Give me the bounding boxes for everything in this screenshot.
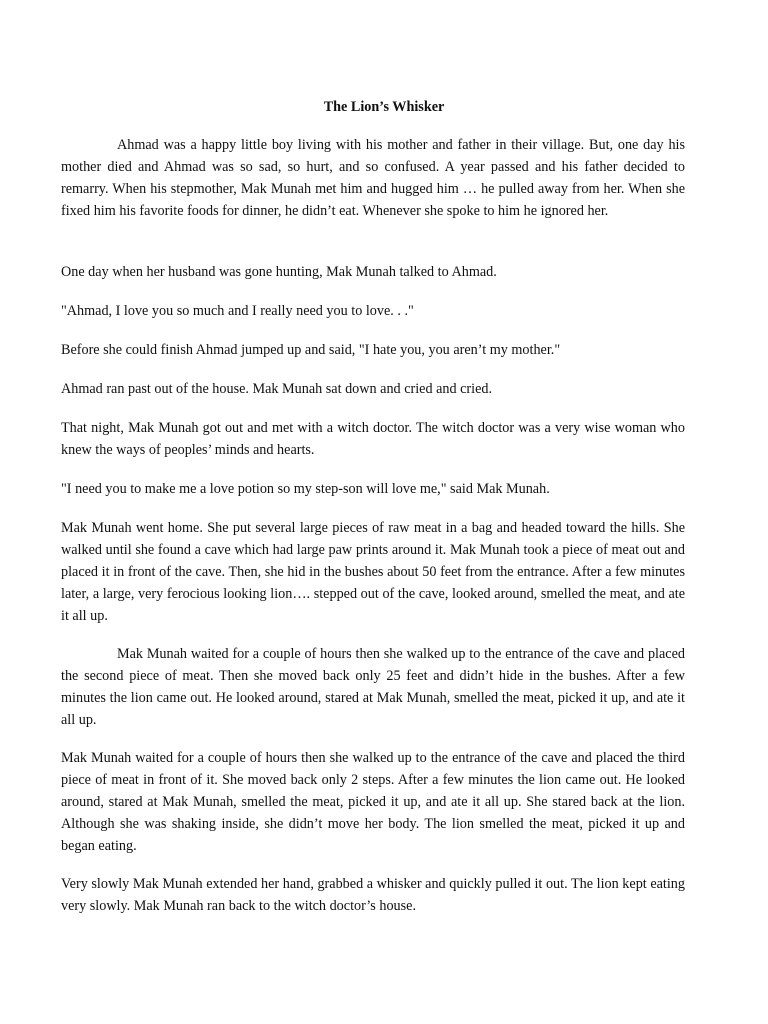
paragraph-9: Mak Munah waited for a couple of hours then she walked up to the entrance of the cave and placed the second piece of meat. Then she moved back only 25 feet and didn’t hide in the bushes. After a few minutes the lion came out. He looked around, stared at Mak Munah, smelled the meat, picked it up, and ate it all up.	[61, 646, 685, 728]
paragraph-7: "I need you to make me a love potion so my step-son will love me," said Mak Munah.	[61, 481, 550, 497]
story-title: The Lion’s Whisker	[323, 99, 445, 115]
paragraph-8: Mak Munah went home. She put several large pieces of raw meat in a bag and headed toward the hills. She walked until she found a cave which had large paw prints around it. Mak Munah took a piece of meat out and placed it in front of the cave. Then, she hid in the bushes about 50 feet from the entrance. After a few minutes later, a large, very ferocious looking lion…. stepped out of the cave, looked around, smelled the meat, and ate it all up.	[61, 520, 685, 624]
paragraph-1: Ahmad was a happy little boy living with his mother and father in their village. But, one day his mother died and Ahmad was so sad, so hurt, and so confused. A year passed and his father decided to remarry. When his stepmother, Mak Munah met him and hugged him … he pulled away from her. When she fixed him his favorite foods for dinner, he didn’t eat. Whenever she spoke to him he ignored her.	[61, 137, 685, 219]
paragraph-3: "Ahmad, I love you so much and I really need you to love. . ."	[61, 303, 414, 319]
paragraph-5: Ahmad ran past out of the house. Mak Munah sat down and cried and cried.	[61, 381, 493, 397]
paragraph-10: Mak Munah waited for a couple of hours then she walked up to the entrance of the cave and placed the third piece of meat in front of it. She moved back only 2 steps. After a few minutes the lion came out. He looked around, stared at Mak Munah, smelled the meat, picked it up, and ate it all up. She stared back at the lion. Although she was shaking inside, she didn’t move her body. The lion smelled the meat, picked it up and began eating.	[61, 750, 685, 854]
paragraph-2: One day when her husband was gone hunting, Mak Munah talked to Ahmad.	[61, 264, 497, 280]
paragraph-11: Very slowly Mak Munah extended her hand, grabbed a whisker and quickly pulled it out. The lion kept eating very slowly. Mak Munah ran back to the witch doctor’s house.	[61, 876, 685, 914]
paragraph-4: Before she could finish Ahmad jumped up and said, "I hate you, you aren’t my mother."	[61, 342, 561, 358]
paragraph-6: That night, Mak Munah got out and met with a witch doctor. The witch doctor was a very wise woman who knew the ways of peoples’ minds and hearts.	[61, 420, 685, 458]
